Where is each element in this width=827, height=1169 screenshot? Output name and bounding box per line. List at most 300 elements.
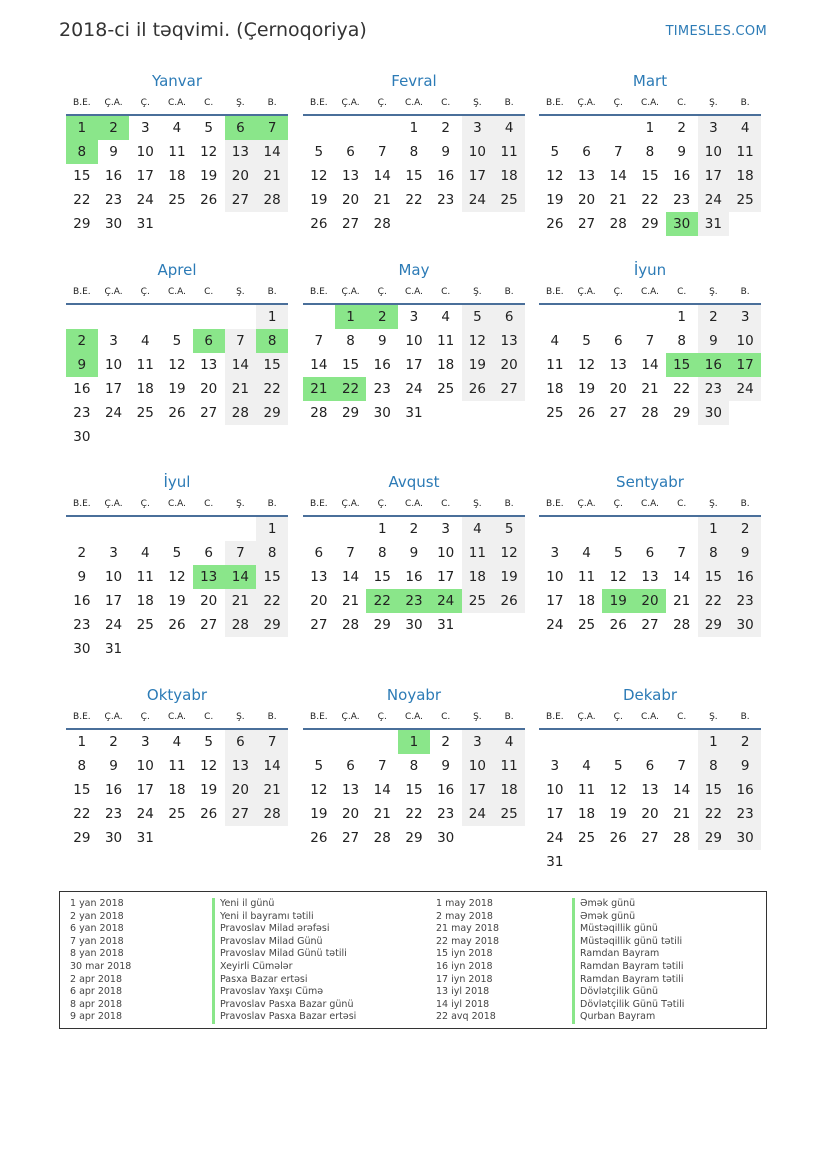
- weekday-header: Ş.: [462, 281, 494, 304]
- day-cell: 9: [77, 569, 87, 585]
- month-table: [303, 706, 525, 850]
- empty-cell: [161, 304, 193, 329]
- day-cell: 29: [73, 216, 91, 232]
- day-cell: 12: [609, 569, 627, 585]
- day-cell: 21: [373, 806, 391, 822]
- legend-date: 30 mar 2018: [70, 960, 132, 972]
- day-cell: 25: [546, 405, 564, 421]
- day-cell: 30: [729, 826, 761, 850]
- day-cell: 1: [645, 120, 655, 136]
- month-table: [66, 92, 288, 236]
- day-cell: 31: [698, 212, 730, 236]
- day-cell: 2: [677, 120, 686, 136]
- day-cell: 12: [577, 357, 596, 373]
- day-cell: 5: [314, 758, 324, 774]
- weekday-header: Ş.: [462, 92, 494, 115]
- day-cell: 26: [310, 216, 328, 232]
- day-cell: 6: [225, 729, 257, 754]
- empty-cell: [193, 212, 225, 236]
- day-cell: 13: [341, 168, 360, 184]
- day-cell: 9: [698, 329, 730, 353]
- weekday-header: B.: [256, 92, 288, 115]
- day-cell: 29: [341, 405, 360, 421]
- month-table: [539, 493, 761, 637]
- weekday-header: B.: [493, 493, 525, 516]
- day-cell: 31: [104, 641, 123, 657]
- day-cell: 16: [405, 569, 423, 585]
- empty-cell: [225, 212, 257, 236]
- weekday-header: C.A.: [634, 493, 666, 516]
- day-cell: 14: [673, 569, 691, 585]
- day-cell: 20: [609, 381, 627, 397]
- day-cell: 8: [346, 333, 355, 349]
- legend-date: 15 iyn 2018: [436, 948, 493, 960]
- day-cell: 21: [641, 381, 659, 397]
- day-cell: 31: [405, 405, 423, 421]
- day-cell: 1: [698, 516, 730, 541]
- empty-cell: [366, 729, 398, 754]
- day-cell: 5: [314, 144, 324, 160]
- legend-holiday-name: Pravoslav Milad ərəfəsi: [212, 923, 356, 936]
- legend-date: 2 apr 2018: [70, 973, 123, 985]
- day-cell: 20: [634, 589, 666, 613]
- day-cell: 29: [73, 830, 91, 846]
- day-cell: 6: [645, 545, 655, 561]
- legend-date: 8 yan 2018: [70, 948, 124, 960]
- day-cell: 1: [256, 304, 288, 329]
- weekday-header: Ş.: [225, 281, 257, 304]
- day-cell: 25: [577, 830, 596, 846]
- empty-cell: [493, 212, 525, 236]
- month-0: [66, 70, 288, 236]
- day-cell: 8: [677, 333, 686, 349]
- day-cell: 5: [204, 734, 213, 750]
- day-cell: 22: [366, 589, 398, 613]
- weekday-header: Ç.: [129, 706, 161, 729]
- day-cell: 20: [225, 164, 257, 188]
- day-cell: 23: [437, 192, 455, 208]
- day-cell: 10: [437, 545, 455, 561]
- day-cell: 13: [641, 782, 659, 798]
- day-cell: 14: [310, 357, 328, 373]
- day-cell: 24: [546, 830, 564, 846]
- empty-cell: [129, 425, 161, 449]
- legend-holiday-name: Pasxa Bazar ertəsi: [212, 974, 356, 987]
- day-cell: 12: [462, 329, 494, 353]
- weekday-header: C.: [193, 92, 225, 115]
- day-cell: 5: [462, 304, 494, 329]
- day-cell: 10: [462, 140, 494, 164]
- day-cell: 19: [310, 192, 328, 208]
- weekday-header: B.E.: [303, 92, 335, 115]
- day-cell: 23: [73, 405, 91, 421]
- day-cell: 19: [200, 168, 218, 184]
- day-cell: 5: [172, 545, 182, 561]
- weekday-header: C.: [430, 281, 462, 304]
- day-cell: 24: [546, 617, 564, 633]
- empty-cell: [225, 826, 257, 850]
- day-cell: 18: [577, 806, 596, 822]
- weekday-header: B.E.: [539, 706, 571, 729]
- day-cell: 23: [729, 589, 761, 613]
- weekday-header: B.E.: [539, 493, 571, 516]
- day-cell: 11: [136, 569, 154, 585]
- day-cell: 27: [200, 617, 218, 633]
- day-cell: 11: [577, 569, 596, 585]
- day-cell: 29: [641, 216, 659, 232]
- weekday-header: B.E.: [66, 706, 98, 729]
- day-cell: 7: [613, 144, 623, 160]
- day-cell: 6: [193, 329, 225, 353]
- legend-holiday-name: Qurban Bayram: [572, 1011, 684, 1024]
- day-cell: 11: [437, 333, 455, 349]
- day-cell: 25: [168, 806, 186, 822]
- day-cell: 11: [493, 754, 525, 778]
- day-cell: 21: [225, 589, 257, 613]
- empty-cell: [161, 826, 193, 850]
- brand-link[interactable]: TIMESLES.COM: [665, 24, 767, 39]
- day-cell: 25: [729, 188, 761, 212]
- month-name: Fevral: [391, 72, 437, 90]
- day-cell: 3: [550, 545, 560, 561]
- day-cell: 28: [673, 617, 691, 633]
- empty-cell: [129, 304, 161, 329]
- empty-cell: [430, 401, 462, 425]
- day-cell: 22: [256, 377, 288, 401]
- day-cell: 20: [641, 806, 659, 822]
- day-cell: 15: [73, 168, 91, 184]
- day-cell: 26: [462, 377, 494, 401]
- legend-date: 6 yan 2018: [70, 923, 124, 935]
- empty-cell: [193, 304, 225, 329]
- empty-cell: [161, 212, 193, 236]
- weekday-header: Ç.: [602, 706, 634, 729]
- empty-cell: [366, 115, 398, 140]
- weekday-header: B.E.: [303, 493, 335, 516]
- day-cell: 11: [462, 541, 494, 565]
- weekday-header: Ç.: [366, 493, 398, 516]
- day-cell: 6: [645, 758, 655, 774]
- day-cell: 17: [546, 593, 564, 609]
- legend-date: 7 yan 2018: [70, 935, 124, 947]
- day-cell: 19: [200, 782, 218, 798]
- empty-cell: [161, 425, 193, 449]
- day-cell: 27: [641, 830, 659, 846]
- day-cell: 7: [677, 758, 686, 774]
- day-cell: 27: [341, 216, 360, 232]
- weekday-header: Ş.: [225, 493, 257, 516]
- day-cell: 2: [441, 734, 450, 750]
- day-cell: 9: [729, 541, 761, 565]
- weekday-header: Ç.A.: [98, 281, 130, 304]
- empty-cell: [193, 425, 225, 449]
- day-cell: 21: [341, 593, 360, 609]
- weekday-header: B.E.: [66, 92, 98, 115]
- day-cell: 10: [136, 758, 154, 774]
- day-cell: 23: [698, 377, 730, 401]
- month-name: Sentyabr: [616, 473, 684, 491]
- day-cell: 24: [729, 377, 761, 401]
- month-2: [539, 70, 761, 236]
- day-cell: 18: [462, 565, 494, 589]
- day-cell: 15: [341, 357, 360, 373]
- legend-date: 1 may 2018: [436, 898, 493, 909]
- day-cell: 26: [609, 830, 627, 846]
- day-cell: 3: [109, 333, 118, 349]
- month-name: Aprel: [157, 261, 197, 279]
- empty-cell: [571, 115, 603, 140]
- month-name: Yanvar: [151, 72, 203, 90]
- weekday-header: Ş.: [225, 706, 257, 729]
- day-cell: 17: [462, 778, 494, 802]
- day-cell: 3: [140, 120, 150, 136]
- day-cell: 27: [493, 377, 525, 401]
- month-6: [66, 471, 288, 661]
- weekday-header: Ş.: [462, 706, 494, 729]
- day-cell: 16: [73, 381, 91, 397]
- legend-holiday-name: Dövlətçilik Günü Tətili: [572, 999, 684, 1012]
- day-cell: 30: [73, 641, 91, 657]
- day-cell: 12: [168, 569, 186, 585]
- day-cell: 19: [168, 381, 186, 397]
- weekday-header: C.: [666, 493, 698, 516]
- day-cell: 22: [698, 802, 730, 826]
- month-10: [303, 684, 525, 850]
- page-title: 2018-ci il təqvimi. (Çernoqoriya): [59, 19, 367, 41]
- legend-date: 21 may 2018: [436, 923, 500, 935]
- day-cell: 1: [256, 516, 288, 541]
- day-cell: 31: [546, 854, 564, 870]
- day-cell: 11: [577, 782, 596, 798]
- legend-holiday-name: Ramdan Bayram tətili: [572, 961, 684, 974]
- day-cell: 22: [256, 589, 288, 613]
- weekday-header: C.: [430, 92, 462, 115]
- day-cell: 11: [136, 357, 154, 373]
- day-cell: 12: [200, 144, 218, 160]
- day-cell: 19: [577, 381, 596, 397]
- day-cell: 25: [577, 617, 596, 633]
- day-cell: 23: [437, 806, 455, 822]
- day-cell: 17: [462, 164, 494, 188]
- empty-cell: [602, 729, 634, 754]
- weekday-header: B.E.: [539, 281, 571, 304]
- day-cell: 10: [729, 329, 761, 353]
- day-cell: 12: [310, 782, 328, 798]
- day-cell: 24: [430, 589, 462, 613]
- weekday-header: C.A.: [398, 281, 430, 304]
- month-name: Avqust: [388, 473, 440, 491]
- weekday-header: C.: [666, 706, 698, 729]
- weekday-header: Ç.: [602, 92, 634, 115]
- day-cell: 25: [168, 192, 186, 208]
- day-cell: 7: [256, 115, 288, 140]
- day-cell: 6: [613, 333, 623, 349]
- day-cell: 22: [698, 589, 730, 613]
- day-cell: 22: [73, 192, 91, 208]
- day-cell: 4: [493, 729, 525, 754]
- day-cell: 8: [409, 144, 419, 160]
- day-cell: 15: [698, 565, 730, 589]
- day-cell: 18: [136, 381, 154, 397]
- day-cell: 14: [341, 569, 360, 585]
- day-cell: 28: [341, 617, 360, 633]
- empty-cell: [98, 516, 130, 541]
- weekday-header: Ş.: [462, 493, 494, 516]
- weekday-header: B.: [493, 92, 525, 115]
- weekday-header: C.: [666, 281, 698, 304]
- weekday-header: B.E.: [66, 493, 98, 516]
- day-cell: 11: [493, 140, 525, 164]
- weekday-header: Ç.A.: [335, 281, 367, 304]
- month-table: [66, 281, 288, 449]
- day-cell: 15: [641, 168, 659, 184]
- day-cell: 2: [409, 521, 419, 537]
- legend-holiday-name: Pravoslav Milad Günü tətili: [212, 948, 356, 961]
- day-cell: 11: [546, 357, 564, 373]
- day-cell: 6: [346, 758, 355, 774]
- month-table: [303, 92, 525, 236]
- day-cell: 24: [462, 188, 494, 212]
- empty-cell: [729, 850, 761, 874]
- empty-cell: [66, 516, 98, 541]
- empty-cell: [256, 637, 288, 661]
- day-cell: 14: [225, 565, 257, 589]
- day-cell: 26: [310, 830, 328, 846]
- weekday-header: B.E.: [303, 281, 335, 304]
- day-cell: 8: [377, 545, 387, 561]
- empty-cell: [430, 212, 462, 236]
- month-table: [539, 706, 761, 874]
- day-cell: 10: [405, 333, 423, 349]
- day-cell: 28: [609, 216, 627, 232]
- day-cell: 31: [437, 617, 455, 633]
- legend-date: 2 yan 2018: [70, 910, 124, 922]
- day-cell: 1: [409, 120, 419, 136]
- day-cell: 14: [256, 140, 288, 164]
- day-cell: 31: [136, 830, 154, 846]
- day-cell: 16: [437, 168, 455, 184]
- day-cell: 4: [582, 758, 591, 774]
- month-name: İyul: [163, 473, 191, 491]
- day-cell: 13: [193, 565, 225, 589]
- day-cell: 12: [493, 541, 525, 565]
- day-cell: 19: [609, 806, 627, 822]
- weekday-header: Ç.: [366, 706, 398, 729]
- day-cell: 3: [462, 729, 494, 754]
- day-cell: 19: [462, 353, 494, 377]
- empty-cell: [161, 516, 193, 541]
- weekday-header: Ç.: [129, 493, 161, 516]
- day-cell: 12: [546, 168, 564, 184]
- day-cell: 29: [373, 617, 391, 633]
- empty-cell: [602, 516, 634, 541]
- month-9: [66, 684, 288, 850]
- month-table: [303, 281, 525, 425]
- empty-cell: [225, 425, 257, 449]
- weekday-header: Ş.: [698, 92, 730, 115]
- day-cell: 25: [136, 405, 154, 421]
- day-cell: 29: [256, 401, 288, 425]
- day-cell: 8: [645, 144, 655, 160]
- day-cell: 9: [409, 545, 419, 561]
- legend-holiday-name: Pravoslav Milad Günü: [212, 936, 356, 949]
- weekday-header: Ç.A.: [335, 493, 367, 516]
- empty-cell: [462, 613, 494, 637]
- day-cell: 18: [546, 381, 564, 397]
- empty-cell: [98, 425, 130, 449]
- day-cell: 26: [577, 405, 596, 421]
- day-cell: 27: [641, 617, 659, 633]
- day-cell: 9: [377, 333, 387, 349]
- weekday-header: B.: [493, 706, 525, 729]
- day-cell: 4: [172, 120, 182, 136]
- month-table: [539, 281, 761, 425]
- legend-date: 2 may 2018: [436, 910, 493, 922]
- day-cell: 17: [698, 164, 730, 188]
- empty-cell: [729, 401, 761, 425]
- day-cell: 24: [462, 802, 494, 826]
- day-cell: 30: [73, 429, 91, 445]
- day-cell: 23: [398, 589, 430, 613]
- day-cell: 3: [462, 115, 494, 140]
- empty-cell: [571, 850, 603, 874]
- day-cell: 16: [729, 565, 761, 589]
- weekday-header: C.: [666, 92, 698, 115]
- weekday-header: B.E.: [303, 706, 335, 729]
- day-cell: 15: [73, 782, 91, 798]
- day-cell: 17: [546, 806, 564, 822]
- empty-cell: [634, 850, 666, 874]
- month-table: [66, 493, 288, 661]
- day-cell: 26: [546, 216, 564, 232]
- weekday-header: C.A.: [398, 706, 430, 729]
- weekday-header: C.A.: [634, 92, 666, 115]
- weekday-header: Ç.: [129, 92, 161, 115]
- day-cell: 6: [314, 545, 324, 561]
- day-cell: 14: [225, 353, 257, 377]
- day-cell: 30: [698, 401, 730, 425]
- empty-cell: [256, 425, 288, 449]
- day-cell: 16: [104, 168, 123, 184]
- day-cell: 3: [441, 521, 450, 537]
- month-name: İyun: [633, 261, 667, 279]
- empty-cell: [225, 516, 257, 541]
- legend-date: 17 iyn 2018: [436, 973, 493, 985]
- day-cell: 29: [256, 613, 288, 637]
- day-cell: 1: [398, 729, 430, 754]
- day-cell: 26: [200, 806, 218, 822]
- legend-holiday-name: Müstəqillik günü: [572, 923, 684, 936]
- day-cell: 16: [104, 782, 123, 798]
- day-cell: 18: [437, 357, 455, 373]
- day-cell: 28: [225, 401, 257, 425]
- weekday-header: C.A.: [634, 706, 666, 729]
- day-cell: 11: [729, 140, 761, 164]
- weekday-header: B.: [729, 281, 761, 304]
- weekday-header: B.: [256, 281, 288, 304]
- weekday-header: C.A.: [161, 706, 193, 729]
- empty-cell: [398, 212, 430, 236]
- day-cell: 25: [462, 589, 494, 613]
- day-cell: 24: [104, 405, 123, 421]
- day-cell: 5: [550, 144, 560, 160]
- day-cell: 25: [136, 617, 154, 633]
- weekday-header: Ş.: [698, 281, 730, 304]
- day-cell: 23: [104, 806, 123, 822]
- day-cell: 17: [729, 353, 761, 377]
- day-cell: 23: [673, 192, 691, 208]
- weekday-header: Ç.A.: [571, 493, 603, 516]
